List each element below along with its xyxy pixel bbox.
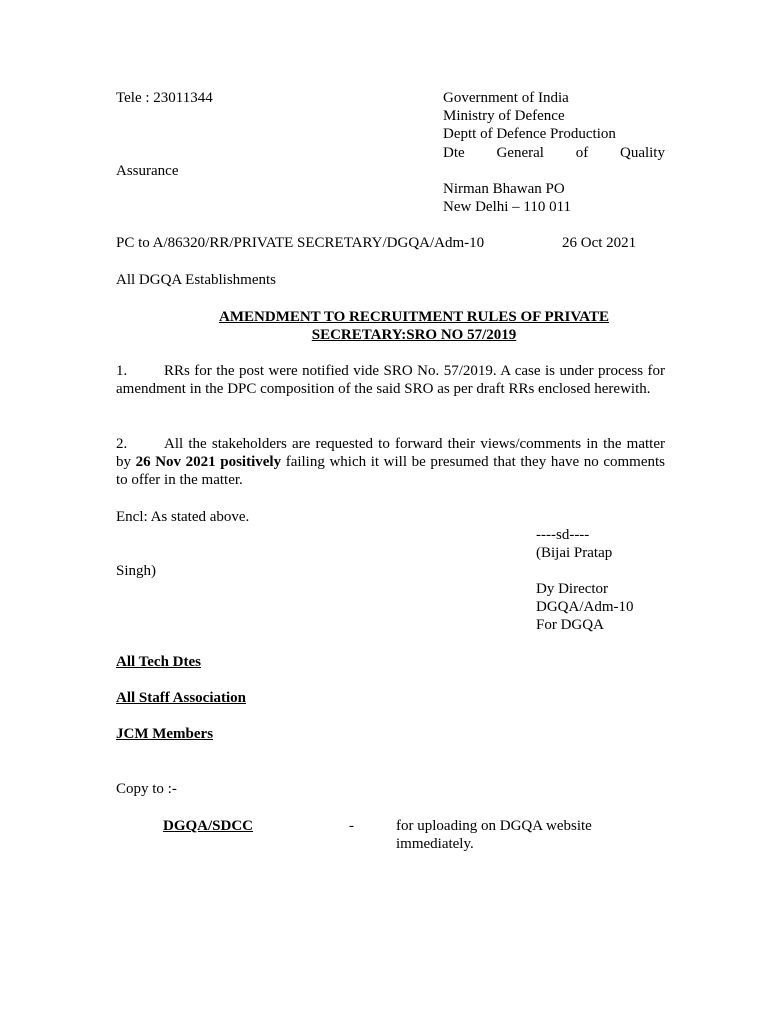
signatory-name: (Bijai Pratap [536,545,613,561]
copy-to-label: Copy to :- [116,781,177,797]
copy-recipient: DGQA/SDCC [163,818,254,834]
subject-line-2: SECRETARY:SRO NO 57/2019 [311,327,517,343]
address-city: New Delhi – 110 011 [443,199,572,215]
deadline-date: 26 Nov 2021 positively [135,454,282,470]
address-directorate [443,144,665,162]
address-directorate-word: Quality [619,145,665,161]
address-government: Government of India [443,90,569,106]
addressee: All DGQA Establishments [116,272,276,288]
paragraph-number: 2. [116,436,128,452]
address-department: Deptt of Defence Production [443,126,616,142]
reference-number: PC to A/86320/RR/PRIVATE SECRETARY/DGQA/Adm-10 [116,235,485,251]
distribution-item: JCM Members [116,726,214,742]
distribution-item: All Tech Dtes [116,654,202,670]
address-building: Nirman Bhawan PO [443,181,565,197]
paragraph-text: RRs for the post were notified vide SRO No. 57/2019. A case is under process for amendment in the DPC composition of the said SRO as per draft RRs enclosed herewith. [116,363,665,397]
signatory-designation: Dy Director [536,581,609,597]
signatory-name-wrap: Singh) [116,563,157,579]
paragraph-1 [116,362,665,398]
signature-sd: ----sd---- [536,527,590,543]
enclosure-note: Encl: As stated above. [116,509,250,525]
subject-line-1: AMENDMENT TO RECRUITMENT RULES OF PRIVATE [219,309,609,325]
paragraph-2 [116,435,665,489]
address-directorate-word: Dte [443,145,465,161]
address-directorate-word: of [575,145,589,161]
letter-date: 26 Oct 2021 [562,235,637,251]
signatory-office: DGQA/Adm-10 [536,599,634,615]
paragraph-text: failing which it will be presumed that they have no comments to offer in the matter. [116,454,665,488]
address-directorate-wrap: Assurance [116,163,179,179]
copy-purpose-line-1: for uploading on DGQA website [396,818,592,834]
address-ministry: Ministry of Defence [443,108,565,124]
copy-dash: - [349,818,354,834]
telephone-number: Tele : 23011344 [116,90,213,106]
address-directorate-word: General [496,145,544,161]
copy-purpose-line-2: immediately. [396,836,474,852]
distribution-item: All Staff Association [116,690,247,706]
signatory-for: For DGQA [536,617,604,633]
paragraph-text: All the stakeholders are requested to forward their views/comments in the matter by [116,436,665,470]
paragraph-number: 1. [116,363,128,379]
